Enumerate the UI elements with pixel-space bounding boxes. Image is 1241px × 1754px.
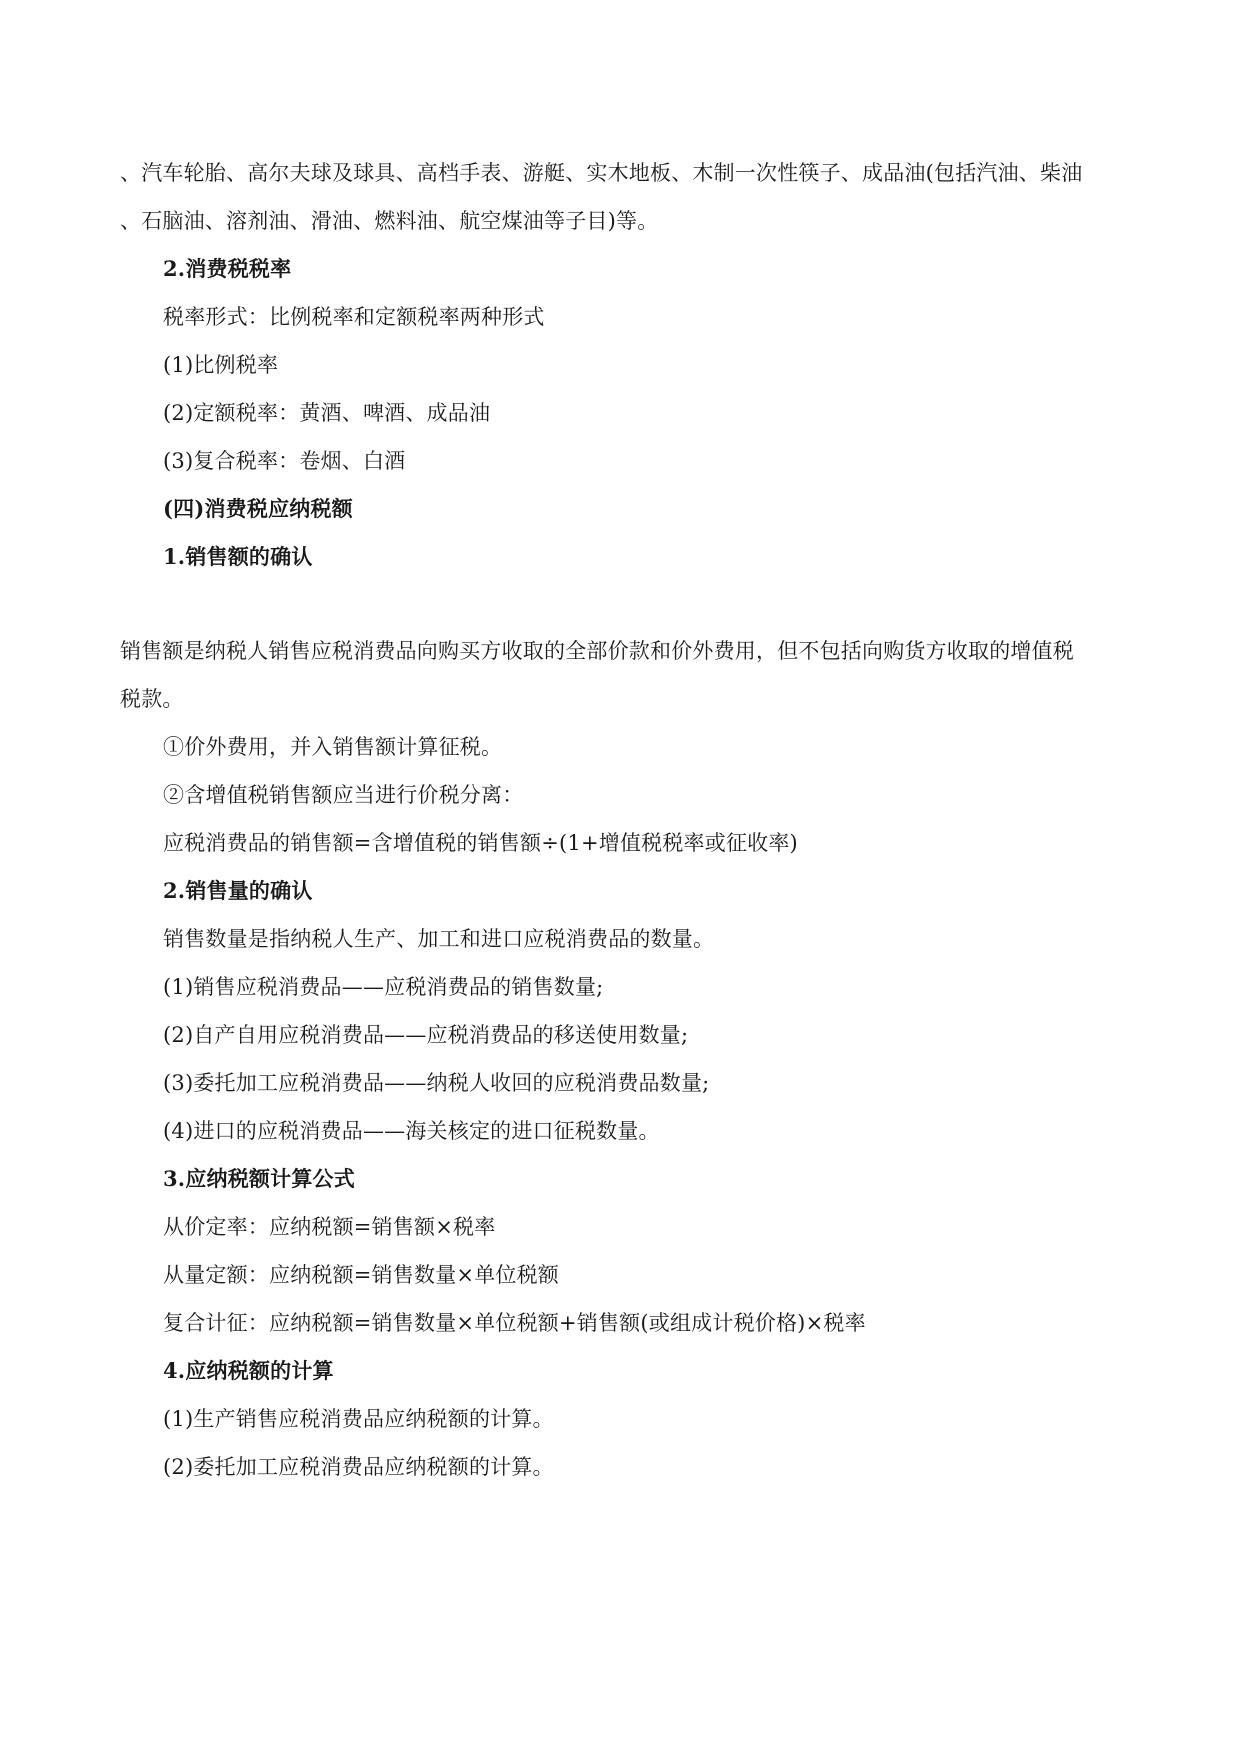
paragraph-text: 、石脑油、溶剂油、滑油、燃料油、航空煤油等子目)等。 [120, 209, 659, 233]
formula-text: 从价定率：应纳税额=销售额×税率 [163, 1215, 496, 1239]
list-item: (3)复合税率：卷烟、白酒 [163, 449, 406, 473]
formula-text: 复合计征：应纳税额=销售数量×单位税额+销售额(或组成计税价格)×税率 [163, 1311, 866, 1335]
section-heading: (四)消费税应纳税额 [163, 496, 353, 521]
paragraph-text: 税款。 [120, 687, 184, 711]
list-item: (2)定额税率：黄酒、啤酒、成品油 [163, 401, 491, 425]
formula-text: 从量定额：应纳税额=销售数量×单位税额 [163, 1263, 559, 1287]
list-item: (4)进口的应税消费品——海关核定的进口征税数量。 [163, 1119, 660, 1143]
section-heading: 4.应纳税额的计算 [163, 1358, 334, 1383]
section-heading: 2.销售量的确认 [163, 878, 313, 903]
list-item: (1)生产销售应税消费品应纳税额的计算。 [163, 1407, 554, 1431]
formula-text: 应税消费品的销售额=含增值税的销售额÷(1+增值税税率或征收率) [163, 831, 798, 855]
list-item: (2)委托加工应税消费品应纳税额的计算。 [163, 1455, 554, 1479]
section-heading: 1.销售额的确认 [163, 544, 313, 569]
paragraph-text: 、汽车轮胎、高尔夫球及球具、高档手表、游艇、实木地板、木制一次性筷子、成品油(包括汽油、柴油 [120, 161, 1083, 185]
list-item: (2)自产自用应税消费品——应税消费品的移送使用数量; [163, 1023, 689, 1047]
paragraph-text: 销售额是纳税人销售应税消费品向购买方收取的全部价款和价外费用，但不包括向购货方收取的增值税 [120, 639, 1074, 663]
section-heading: 3.应纳税额计算公式 [163, 1166, 355, 1191]
list-item: ②含增值税销售额应当进行价税分离： [163, 783, 524, 807]
list-item: (1)比例税率 [163, 353, 279, 377]
list-item: ①价外费用，并入销售额计算征税。 [163, 735, 503, 759]
paragraph-text: 销售数量是指纳税人生产、加工和进口应税消费品的数量。 [163, 927, 715, 951]
list-item: (3)委托加工应税消费品——纳税人收回的应税消费品数量; [163, 1071, 710, 1095]
paragraph-text: 税率形式：比例税率和定额税率两种形式 [163, 305, 545, 329]
section-heading: 2.消费税税率 [163, 256, 292, 281]
list-item: (1)销售应税消费品——应税消费品的销售数量; [163, 975, 604, 999]
